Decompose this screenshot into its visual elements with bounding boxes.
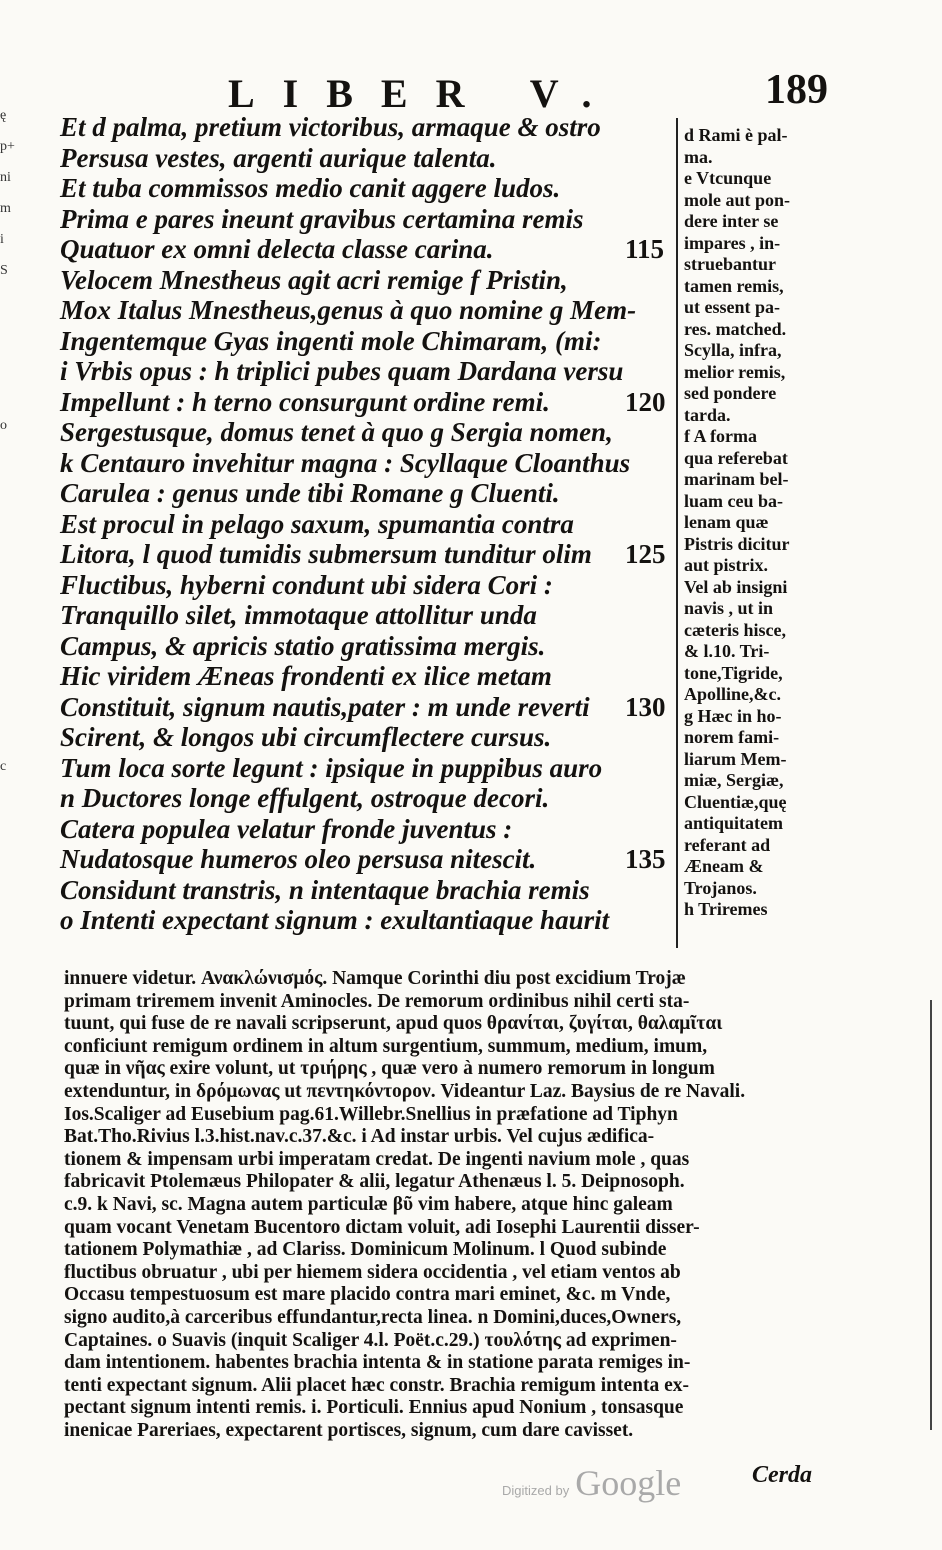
note-line: extenduntur, in δρόμωνας ut πεντηκόντορον. Videantur Laz. Baysius de re Navali. [64,1080,746,1102]
gloss-line: navis , ut in [684,598,774,618]
gloss-line: referant ad [684,834,771,855]
verse-line [60,722,680,753]
verse-line [60,753,680,784]
gloss-line: e Vtcunque [684,168,772,188]
gloss-line: sed pondere [684,383,777,403]
gloss-line: miæ, Sergiæ, [684,770,784,790]
gloss-line: res. matched. [684,318,787,339]
note-line: tionem & impensam urbi imperatam credat. De ingenti navium mole , quas [64,1148,690,1170]
edge-mark: m [0,201,11,216]
gloss-line: cæteris hisce, [684,619,786,640]
gloss-line: lenam quæ [684,512,769,532]
note-line: primam triremem invenit Aminocles. De remorum ordinibus nihil certi sta- [64,990,690,1012]
edge-mark: ni [0,170,11,185]
verse-line [60,448,680,479]
note-line: inenicae Pareriaes, expectarent portisces, signum, cum dare cavisset. [64,1419,634,1441]
edge-mark: o [0,418,7,433]
verse-text: Mox Italus Mnestheus,genus à quo nomine g Mem- [60,295,637,325]
verse-line [60,661,680,692]
edge-mark: S [0,263,8,278]
verse-line [60,326,680,357]
note-line: quæ in νῆας exire volunt, ut τριήρης , quæ vero à numero remorum in longum [64,1058,715,1080]
verse-line [60,478,680,509]
verse-text: i Vrbis opus : h triplici pubes quam Dardana versu [60,356,624,386]
gloss-line: Trojanos. [684,877,757,898]
watermark [502,1462,681,1504]
note-line: Captaines. o Suavis (inquit Scaliger 4.l. Poët.c.29.) τουλότης ad exprimen- [64,1329,677,1351]
gloss-line: qua referebat [684,447,788,468]
gloss-line: d Rami è pal- [684,125,788,145]
note-line: quam vocant Venetam Bucentoro dictam voluit, adi Iosephi Laurentii disser- [64,1216,700,1238]
gloss-line: Scylla, infra, [684,340,782,360]
gloss-line: dere inter se [684,211,779,231]
edge-mark: c [0,759,7,774]
edge-mark [0,875,22,906]
edge-mark [0,472,22,503]
column-rule [676,118,678,948]
verse-line [60,265,680,296]
edge-mark [0,534,22,565]
verse-text: Et tuba commissos medio canit aggere ludos. [60,173,561,203]
gloss-line: & l.10. Tri- [684,641,770,661]
verse-text: Catera populea velatur fronde juventus : [60,813,513,844]
verse-line [60,814,680,845]
verse-text: Sergestusque, domus tenet à quo g Sergia nomen, [60,417,613,447]
edge-mark [0,782,22,813]
running-header: LIBER V. [228,71,620,116]
edge-mark [0,844,22,875]
verse-line [60,143,680,174]
verse-line [60,234,680,265]
verse-line [60,356,680,387]
verse-line [60,692,680,723]
edge-mark: ę [0,108,7,123]
verse-number: 120 [625,386,666,417]
verse-line [60,295,680,326]
verse-text: Litora, l quod tumidis submersum tunditur olim [60,539,592,569]
gloss-line: h Triremes [684,899,768,919]
note-line: fluctibus obruatur , ubi per hiemem sidera occidentia , vel etiam ventos ab [64,1261,681,1283]
edge-mark [0,689,22,720]
note-line: Occasu tempestuosum est mare placido contra mari eminet, &c. m Vnde, [64,1284,671,1306]
verse-text: Considunt transtris, n intentaque brachia remis [60,874,590,905]
note-line: innuere videtur. Ανακλώνισμός. Namque Corinthi diu post excidium Trojæ [64,968,686,989]
verse-line [60,509,680,540]
verse-line [60,173,680,204]
gloss-line: f A forma [684,426,757,446]
verse-text: Prima e pares ineunt gravibus certamina remis [60,203,584,234]
verse-number: 125 [625,539,666,569]
verse-text: Fluctibus, hyberni condunt ubi sidera Cori : [60,569,553,600]
verse-line [60,570,680,601]
note-line: fabricavit Ptolemæus Philopater & alii, legatur Athenæus l. 5. Deipnosoph. [64,1171,685,1193]
verse-text: Quatuor ex omni delecta classe carina. [60,234,494,264]
note-line: conficiunt remigum ordinem in altum surgentium, summum, medium, imum, [64,1035,708,1057]
edge-mark: i [0,232,4,247]
verse-text: Persusa vestes, argenti aurique talenta. [60,142,497,173]
left-edge-bleed [0,100,22,906]
verse-text: Impellunt : h terno consurgunt ordine remi. [60,386,550,417]
note-line: signo audito,à carceribus effundantur,recta linea. n Domini,duces,Owners, [64,1306,682,1328]
verse-text: Constituit, signum nautis,pater : m unde reverti [60,691,590,722]
verse-line [60,875,680,906]
gloss-line: antiquitatem [684,813,783,833]
edge-mark [0,317,22,348]
note-line: tuunt, qui fuse de re navali scripserunt, apud quos θρανίται, ζυγίται, θαλαμῖται [64,1013,723,1035]
gloss-line: mole aut pon- [684,189,791,210]
gloss-line: g Hæc in ho- [684,705,782,726]
watermark-brand: Google [575,1463,682,1503]
gloss-line: aut pistrix. [684,555,769,575]
watermark-prefix: Digitized by [502,1483,570,1498]
note-line: tenti expectant signum. Alii placet hæc constr. Brachia remigum intenta ex- [64,1374,690,1396]
gloss-line: luam ceu ba- [684,490,783,511]
edge-mark [0,441,22,472]
edge-mark [0,348,22,379]
verse-text: Tranquillo silet, immotaque attollitur unda [60,600,537,630]
gloss-line: Pistris dicitur [684,533,790,554]
edge-mark [0,565,22,596]
gloss-line: struebantur [684,254,777,274]
verse-line [60,417,680,448]
verse-text: Campus, & apricis statio gratissima mergis. [60,630,546,661]
gloss-line: tarda. [684,404,731,425]
edge-mark [0,503,22,534]
edge-mark [0,813,22,844]
verse-text: Hic viridem Æneas frondenti ex ilice metam [60,661,552,691]
gloss-line: marinam bel- [684,469,789,489]
verse-text: Scirent, & longos ubi circumflectere cursus. [60,722,552,752]
verse-number: 130 [625,691,666,722]
edge-mark [0,658,22,689]
verse-text: Nudatosque humeros oleo persusa nitescit. [60,844,537,874]
verse-text: Tum loca sorte legunt : ipsique in puppibus auro [60,752,603,783]
gloss-line: ma. [684,146,713,167]
edge-mark [0,627,22,658]
gloss-line: Apolline,&c. [684,684,781,704]
right-edge-shadow [930,1000,942,1430]
verse-line [60,204,680,235]
verse-number: 135 [625,844,666,874]
verse-line [60,905,680,936]
note-line: dam intentionem. habentes brachia intenta & in statione parata remiges in- [64,1352,691,1374]
catchword: Cerda [752,1462,812,1488]
note-line: c.9. k Navi, sc. Magna autem particulæ βῦ vim habere, atque hinc galeam [64,1193,673,1215]
margin-gloss [684,125,824,921]
verse-text: Et d palma, pretium victoribus, armaque & ostro [60,112,601,142]
note-line: Bat.Tho.Rivius l.3.hist.nav.c.37.&c. i Ad instar urbis. Vel cujus ædifica- [64,1126,655,1148]
edge-mark [0,720,22,751]
verse-text: Velocem Mnestheus agit acri remige f Pristin, [60,264,568,295]
gloss-line: tamen remis, [684,275,784,296]
gloss-line: norem fami- [684,727,780,747]
edge-mark [0,286,22,317]
verse-line [60,783,680,814]
verse-column [60,112,680,936]
verse-number: 115 [625,234,665,264]
edge-mark [0,596,22,627]
verse-line [60,387,680,418]
gloss-line: Cluentiæ,quę [684,791,787,812]
note-line: Ios.Scaliger ad Eusebium pag.61.Willebr.Snellius in præfatione ad Tiphyn [64,1103,678,1125]
verse-line [60,844,680,875]
footnotes [64,968,832,1442]
verse-line [60,631,680,662]
verse-line [60,112,680,143]
gloss-line: melior remis, [684,361,786,382]
edge-mark [0,379,22,410]
gloss-line: Vel ab insigni [684,576,788,597]
verse-text: n Ductores longe effulgent, ostroque decori. [60,783,550,813]
gloss-line: tone,Tigride, [684,662,783,683]
gloss-line: impares , in- [684,232,781,253]
edge-mark: p+ [0,139,15,154]
verse-line [60,600,680,631]
note-line: pectant signum intenti remis. i. Porticuli. Ennius apud Nonium , tonsasque [64,1397,684,1419]
verse-text: k Centauro invehitur magna : Scyllaque Cloanthus [60,447,631,478]
gloss-line: ut essent pa- [684,297,781,317]
page-number: 189 [765,67,828,113]
gloss-line: Æneam & [684,856,764,876]
verse-text: Ingentemque Gyas ingenti mole Chimaram, (mi: [60,325,602,356]
verse-line [60,539,680,570]
note-line: tationem Polymathiæ , ad Clariss. Dominicum Molinum. l Quod subinde [64,1239,667,1261]
gloss-line: liarum Mem- [684,748,787,769]
verse-text: Carulea : genus unde tibi Romane g Cluenti. [60,478,560,508]
verse-text: o Intenti expectant signum : exultantiaque haurit [60,905,610,935]
verse-text: Est procul in pelago saxum, spumantia contra [60,508,574,539]
